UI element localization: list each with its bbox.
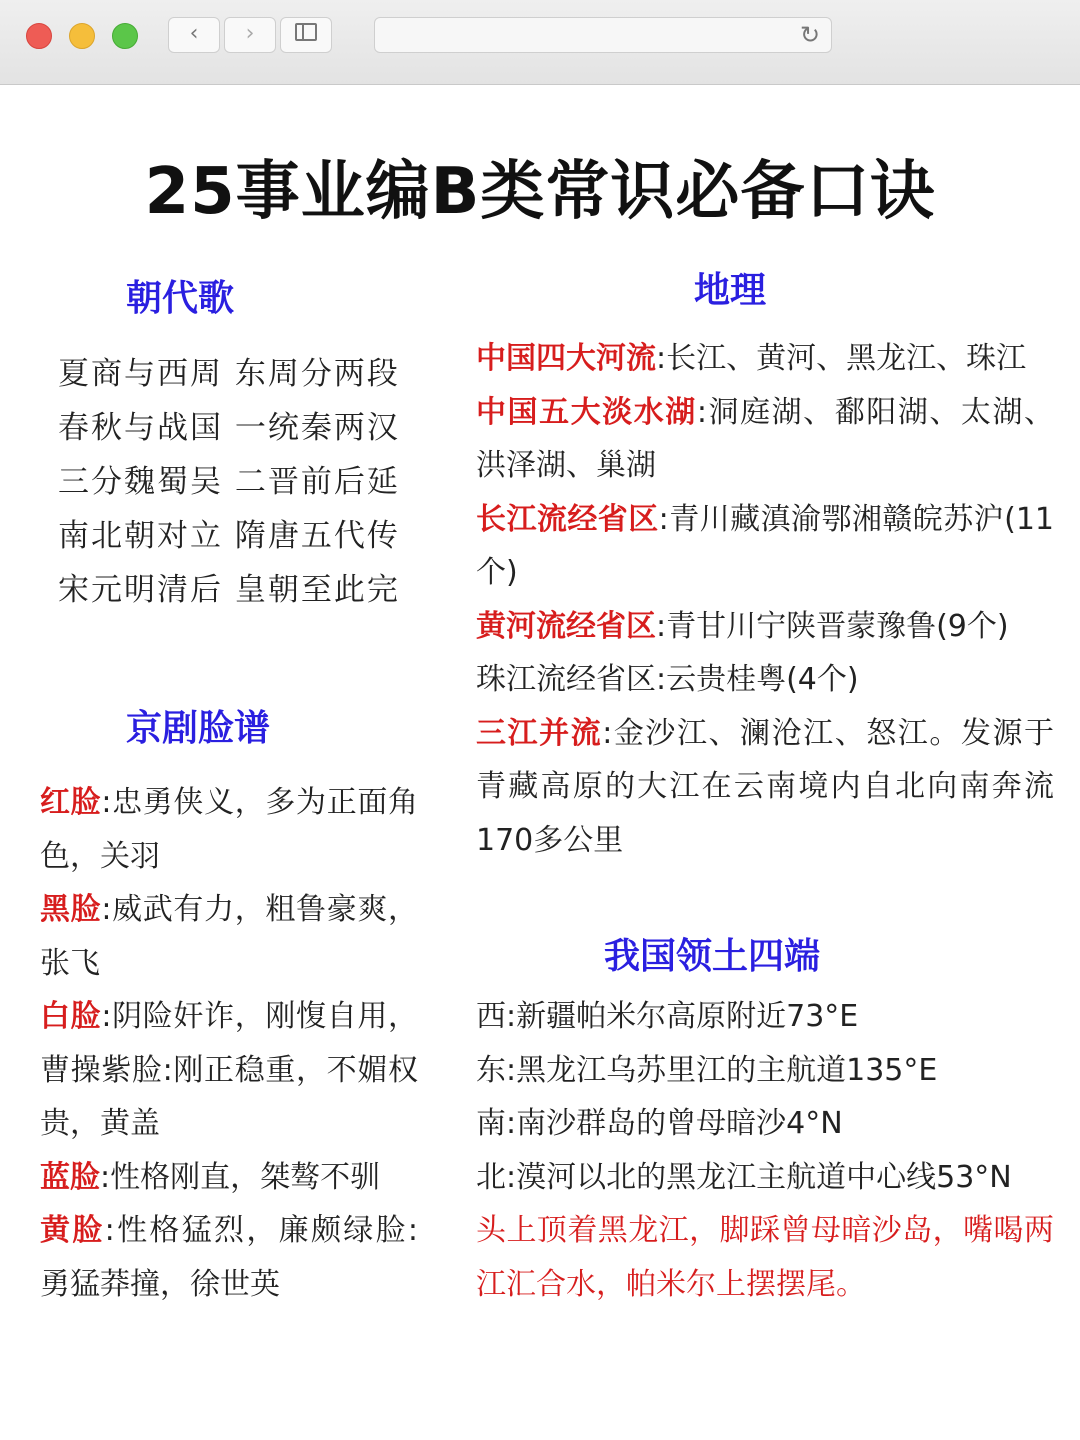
geography-desc: :金沙江、澜沧江、怒江。发源于青藏高原的大江在云南境内自北向南奔流170多公里 xyxy=(476,715,1055,858)
opera-term: 黄脸 xyxy=(40,1213,105,1248)
geography-desc: :青川藏滇渝鄂湘赣皖苏沪(11个) xyxy=(476,501,1054,590)
geography-item xyxy=(476,332,1054,386)
reload-icon: ↻ xyxy=(799,21,821,49)
back-button[interactable] xyxy=(168,17,220,53)
geography-desc: :青甘川宁陕晋蒙豫鲁(9个) xyxy=(656,608,1009,644)
geography-heading: 地理 xyxy=(694,270,767,311)
browser-toolbar xyxy=(0,0,1080,85)
opera-item xyxy=(40,776,418,883)
forward-button[interactable] xyxy=(224,17,276,53)
geography-list xyxy=(476,332,1054,867)
page-title: 25事业编B类常识必备口诀 xyxy=(144,155,936,229)
opera-item xyxy=(40,883,418,990)
minimize-window-button[interactable] xyxy=(69,23,95,49)
opera-heading: 京剧脸谱 xyxy=(126,708,271,749)
opera-term: 白脸 xyxy=(40,999,102,1034)
geography-item xyxy=(476,493,1054,600)
dynasty-line: 宋元明清后 皇朝至此完 xyxy=(58,572,400,608)
opera-item xyxy=(40,1204,418,1311)
geography-term: 长江流经省区 xyxy=(476,501,659,537)
opera-list xyxy=(40,776,418,1311)
territory-item: 北:漠河以北的黑龙江主航道中心线53°N xyxy=(476,1159,1012,1195)
dynasty-line: 南北朝对立 隋唐五代传 xyxy=(58,518,400,554)
geography-item xyxy=(476,707,1054,868)
territory-mnemonic: 头上顶着黑龙江，脚踩曾母暗沙岛，嘴喝两江汇合水，帕米尔上摆摆尾。 xyxy=(476,1213,1054,1302)
geography-item xyxy=(476,653,1054,707)
geography-desc: 珠江流经省区:云贵桂粤(4个) xyxy=(476,662,859,697)
territory-heading: 我国领土四端 xyxy=(604,936,821,977)
opera-term: 黑脸 xyxy=(40,892,102,927)
dynasty-line: 春秋与战国 一统秦两汉 xyxy=(58,410,400,446)
opera-desc: :性格刚直，桀骜不驯 xyxy=(100,1159,381,1195)
geography-desc: :洞庭湖、鄱阳湖、太湖、洪泽湖、巢湖 xyxy=(476,394,1055,483)
reload-button[interactable] xyxy=(797,21,823,49)
dynasty-line: 三分魏蜀吴 二晋前后延 xyxy=(58,464,400,500)
dynasty-heading: 朝代歌 xyxy=(126,278,235,319)
sidebar-toggle-button[interactable] xyxy=(280,17,332,53)
opera-desc: :性格猛烈，廉颇绿脸:勇猛莽撞，徐世英 xyxy=(40,1213,419,1302)
zoom-window-button[interactable] xyxy=(112,23,138,49)
territory-item: 南:南沙群岛的曾母暗沙4°N xyxy=(476,1106,843,1141)
territory-item: 东:黑龙江乌苏里江的主航道135°E xyxy=(476,1052,938,1088)
geography-term: 中国五大淡水湖 xyxy=(476,394,697,430)
sidebar-icon xyxy=(295,23,317,41)
geography-term: 三江并流 xyxy=(476,715,603,751)
geography-desc: :长江、黄河、黑龙江、珠江 xyxy=(656,341,1027,376)
opera-item xyxy=(40,990,418,1151)
chevron-right-icon: › xyxy=(245,21,255,46)
opera-desc: :阴险奸诈，刚愎自用， 曹操紫脸:刚正稳重，不媚权贵，黄盖 xyxy=(40,999,419,1141)
close-window-button[interactable] xyxy=(26,23,52,49)
territory-list xyxy=(476,990,1054,1311)
opera-term: 红脸 xyxy=(40,785,102,820)
opera-item xyxy=(40,1151,418,1205)
geography-term: 中国四大河流 xyxy=(476,341,656,376)
address-bar[interactable] xyxy=(374,17,832,53)
opera-term: 蓝脸 xyxy=(40,1159,100,1195)
geography-term: 黄河流经省区 xyxy=(476,608,656,644)
territory-item: 西:新疆帕米尔高原附近73°E xyxy=(476,999,859,1034)
chevron-left-icon: ‹ xyxy=(189,21,199,46)
geography-item xyxy=(476,600,1054,654)
geography-item xyxy=(476,386,1054,493)
dynasty-line: 夏商与西周 东周分两段 xyxy=(58,356,400,392)
opera-desc: :威武有力，粗鲁豪爽，张飞 xyxy=(40,892,419,981)
opera-desc: :忠勇侠义，多为正面角色，关羽 xyxy=(40,785,419,874)
